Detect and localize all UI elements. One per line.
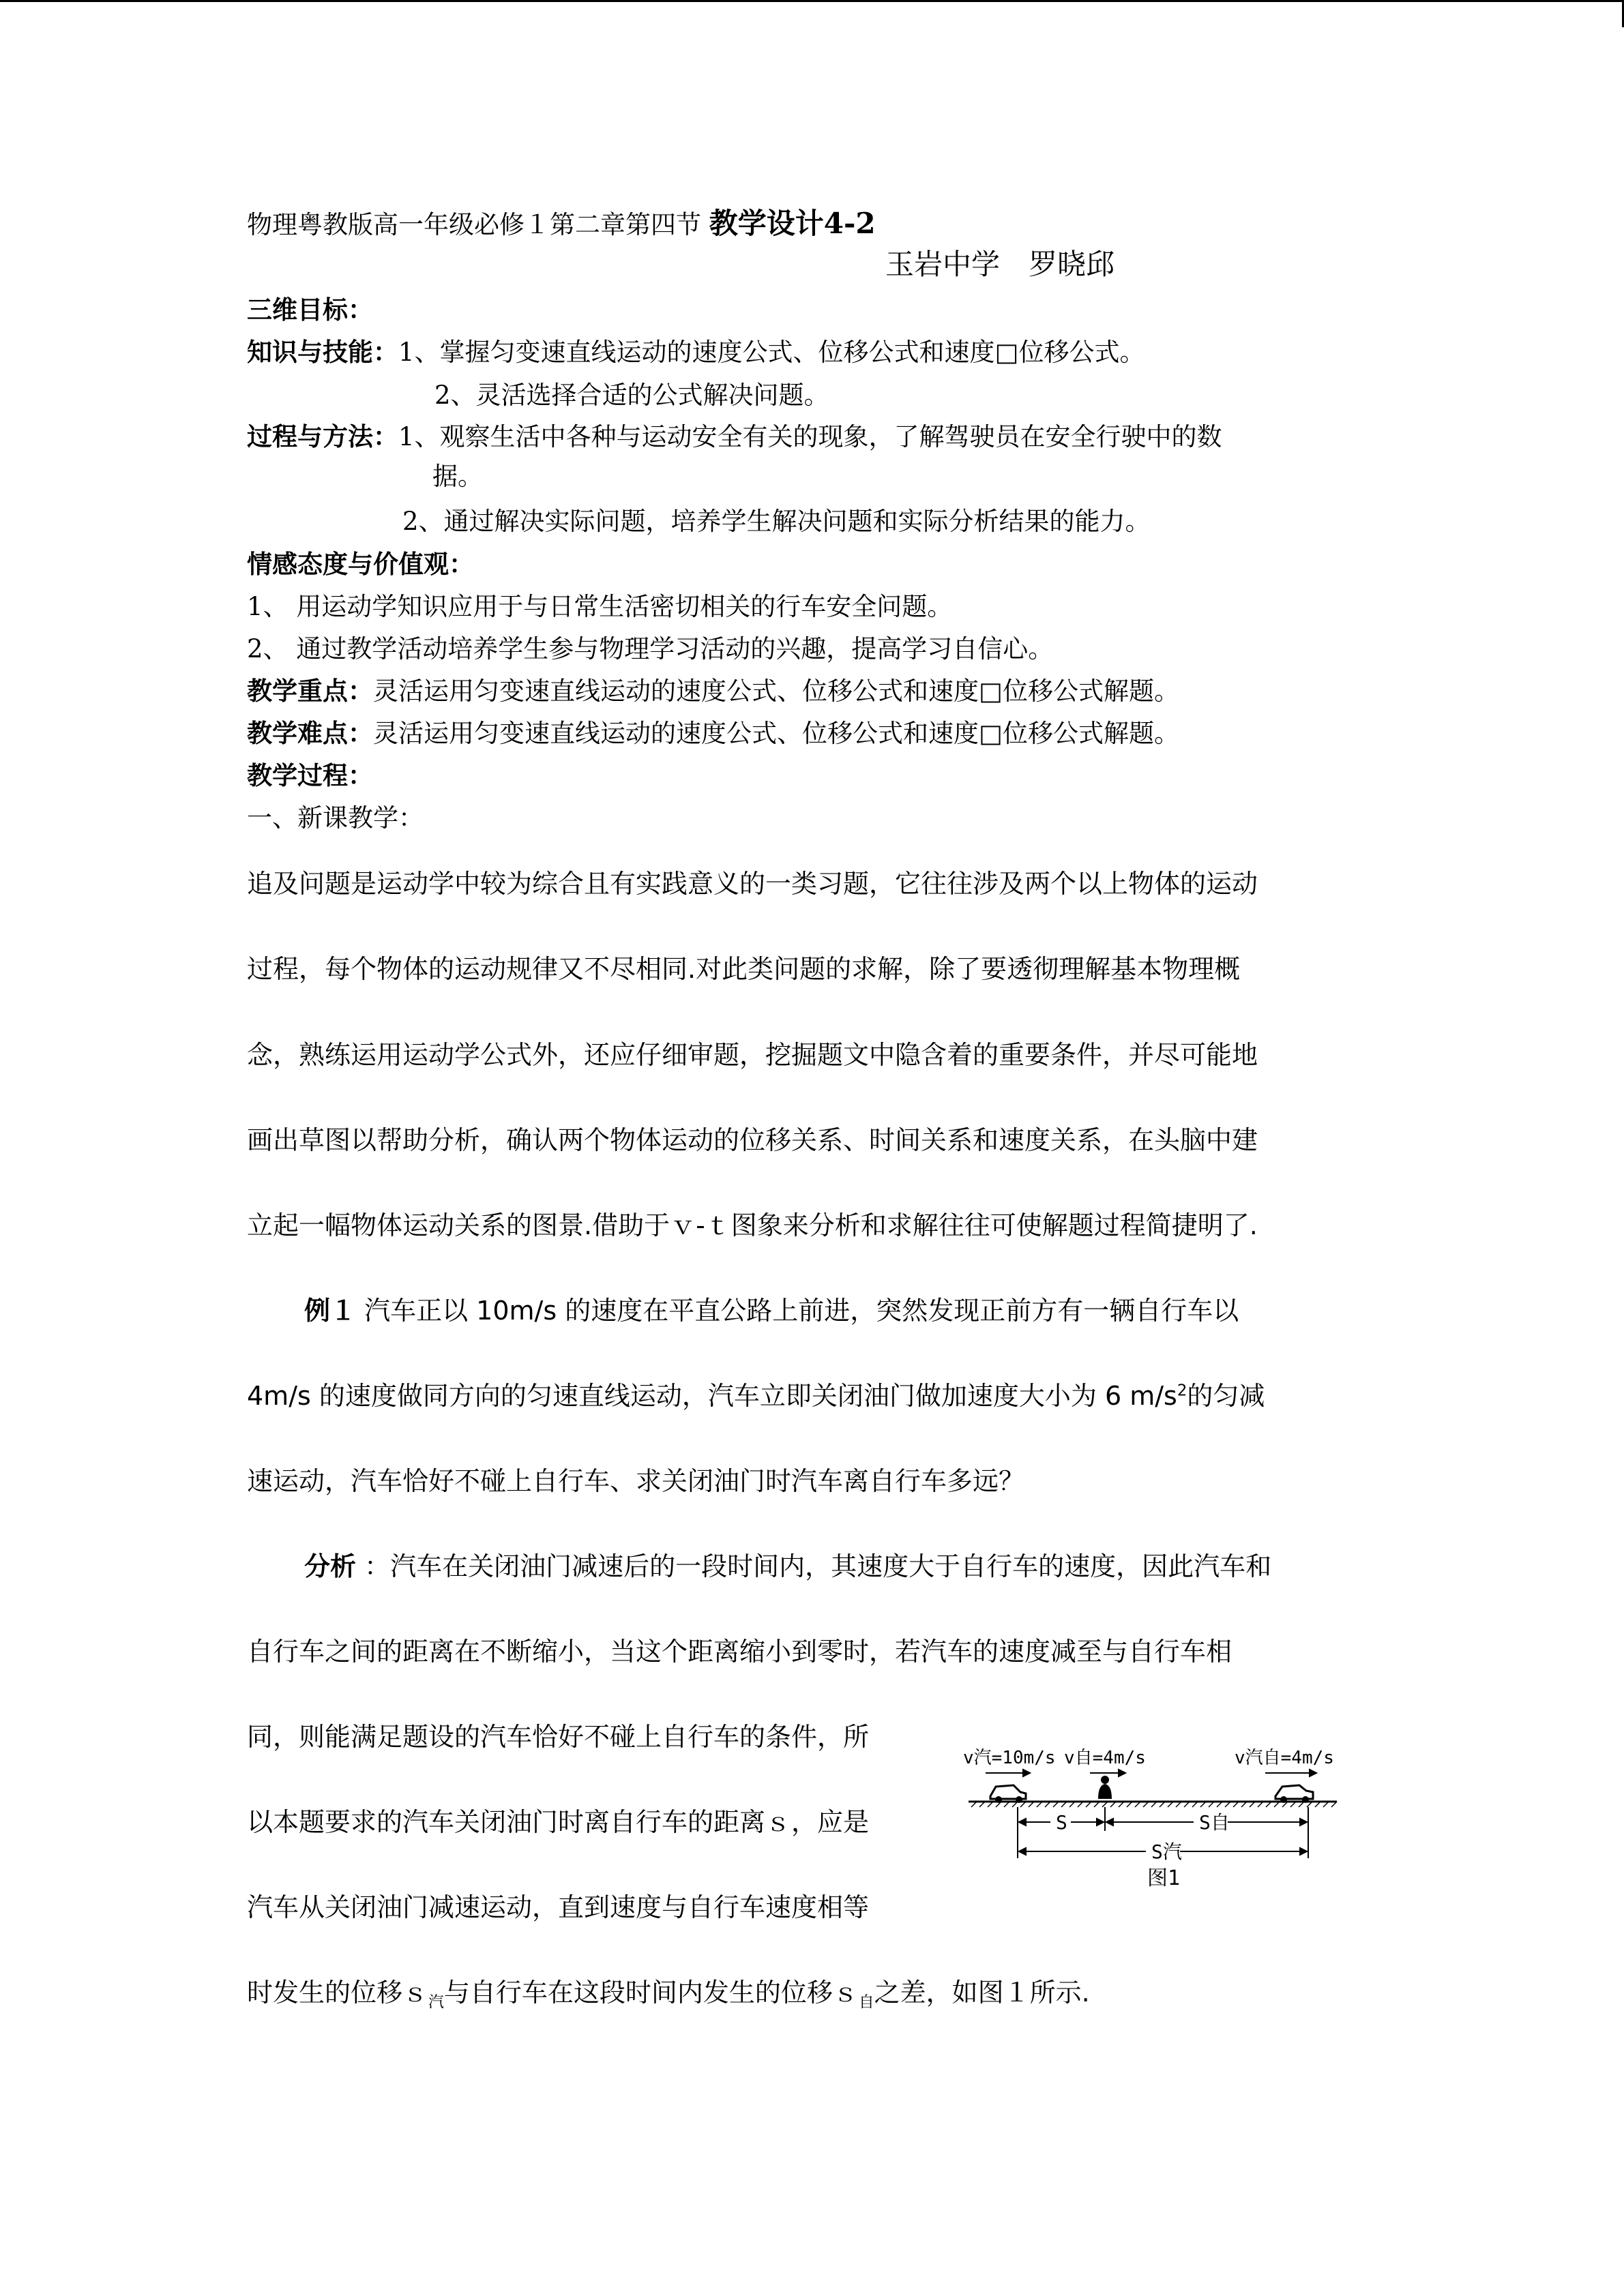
example-text-2-end: 的匀减	[1187, 1381, 1265, 1411]
difficult-text: 灵活运用匀变速直线运动的速度公式、位移公式和速度□位移公式解题。	[373, 719, 1179, 748]
author-line: 玉岩中学 罗晓邱	[885, 248, 1115, 281]
knowledge-line-1	[247, 331, 1145, 368]
document-title	[247, 201, 876, 242]
intro-line-2: 过程，每个物体的运动规律又不尽相同.对此类问题的求解，除了要透彻理解基本物理概	[247, 954, 1241, 984]
intro-line-1: 追及问题是运动学中较为综合且有实践意义的一类习题，它往往涉及两个以上物体的运动	[247, 869, 1258, 899]
emotion-line-1: 1、 用运动学知识应用于与日常生活密切相关的行车安全问题。	[247, 592, 953, 621]
v-bike-label: v自=4m/s	[1064, 1748, 1146, 1768]
example-line-3: 速运动，汽车恰好不碰上自行车、求关闭油门时汽车离自行车多远？	[247, 1466, 1025, 1496]
intro-line-5: 立起一幅物体运动关系的图景.借助于ｖ-ｔ图象来分析和求解往往可使解题过程简捷明了.	[247, 1210, 1258, 1240]
key-text: 灵活运用匀变速直线运动的速度公式、位移公式和速度□位移公式解题。	[373, 676, 1179, 706]
intro-line-4: 画出草图以帮助分析，确认两个物体运动的位移关系、时间关系和速度关系，在头脑中建	[247, 1125, 1258, 1155]
difficult-label: 教学难点：	[247, 719, 373, 748]
title-main: 教学设计4-2	[709, 207, 876, 240]
intro-line-3: 念，熟练运用运动学公式外，还应仔细审题，挖掘题文中隐含着的重要条件，并尽可能地	[247, 1040, 1258, 1070]
process-label: 过程与方法：	[247, 422, 398, 451]
analysis-line-2: 自行车之间的距离在不断缩小，当这个距离缩小到零时，若汽车的速度减至与自行车相	[247, 1637, 1232, 1667]
analysis-text-1: ：汽车在关闭油门减速后的一段时间内，其速度大于自行车的速度，因此汽车和	[356, 1551, 1272, 1581]
analysis-line-6	[247, 1971, 1090, 2012]
bicycle-icon	[1098, 1776, 1112, 1799]
subscript-bike: 自	[858, 1993, 874, 2012]
teaching-difficulty-line	[247, 713, 1179, 749]
car-end-icon	[1275, 1785, 1313, 1803]
analysis-line-3: 同，则能满足题设的汽车恰好不碰上自行车的条件，所	[247, 1722, 870, 1752]
v-car-end-label: v汽自=4m/s	[1235, 1748, 1334, 1768]
knowledge-label: 知识与技能：	[247, 338, 398, 367]
figure-caption: 图1	[1147, 1866, 1181, 1890]
knowledge-text-1: 1、掌握匀变速直线运动的速度公式、位移公式和速度□位移公式。	[398, 338, 1145, 367]
analysis-line-4: 以本题要求的汽车关闭油门时离自行车的距离ｓ，应是	[247, 1807, 870, 1837]
analysis-line-5: 汽车从关闭油门减速运动，直到速度与自行车速度相等	[247, 1892, 870, 1922]
v-car-label: v汽=10m/s	[963, 1748, 1056, 1768]
process-text-1a: 1、观察生活中各种与运动安全有关的现象，了解驾驶员在安全行驶中的数	[398, 422, 1222, 451]
knowledge-line-2: 2、灵活选择合适的公式解决问题。	[434, 381, 829, 410]
analysis-text-6a: 时发生的位移ｓ	[247, 1978, 429, 2008]
emotion-line-2: 2、 通过教学活动培养学生参与物理学习活动的兴趣，提高学习自信心。	[247, 634, 1054, 664]
example-text-1: 汽车正以 10m/s 的速度在平直公路上前进，突然发现正前方有一辆自行车以	[356, 1296, 1239, 1326]
subscript-car: 汽	[428, 1993, 444, 2012]
goals-heading: 三维目标：	[247, 295, 373, 325]
process-line-1	[247, 416, 1222, 453]
key-label: 教学重点：	[247, 676, 373, 706]
s-car-label: S汽	[1151, 1840, 1182, 1863]
car-start-icon	[990, 1785, 1026, 1803]
analysis-text-6c: 之差，如图１所示.	[874, 1978, 1090, 2008]
example-line-1	[304, 1289, 1239, 1327]
figure-1	[955, 1739, 1364, 1916]
teaching-key-line	[247, 670, 1179, 707]
process-line-1b: 据。	[432, 462, 483, 491]
example-exponent: 2	[1177, 1382, 1187, 1400]
process-line-2: 2、通过解决实际问题，培养学生解决问题和实际分析结果的能力。	[402, 507, 1151, 536]
section-heading: 一、新课教学：	[247, 803, 424, 833]
velocity-arrows	[986, 1770, 1316, 1776]
analysis-line-1	[304, 1545, 1271, 1583]
s-bike-label: S自	[1199, 1811, 1230, 1834]
emotion-heading: 情感态度与价值观：	[247, 550, 474, 579]
example-text-2: 4m/s 的速度做同方向的匀速直线运动，汽车立即关闭油门做加速度大小为 6 m/s	[247, 1381, 1177, 1411]
analysis-label: 分析	[304, 1551, 357, 1581]
analysis-text-6b: 与自行车在这段时间内发生的位移ｓ	[443, 1978, 859, 2008]
s-label: S	[1056, 1811, 1067, 1834]
top-border	[0, 0, 1624, 2]
example-line-2	[247, 1375, 1265, 1412]
figure-1-diagram	[955, 1739, 1364, 1916]
title-prefix: 物理粤教版高一年级必修１第二章第四节	[247, 210, 701, 239]
example-label: 例１	[304, 1296, 357, 1326]
process-heading: 教学过程：	[247, 761, 373, 790]
